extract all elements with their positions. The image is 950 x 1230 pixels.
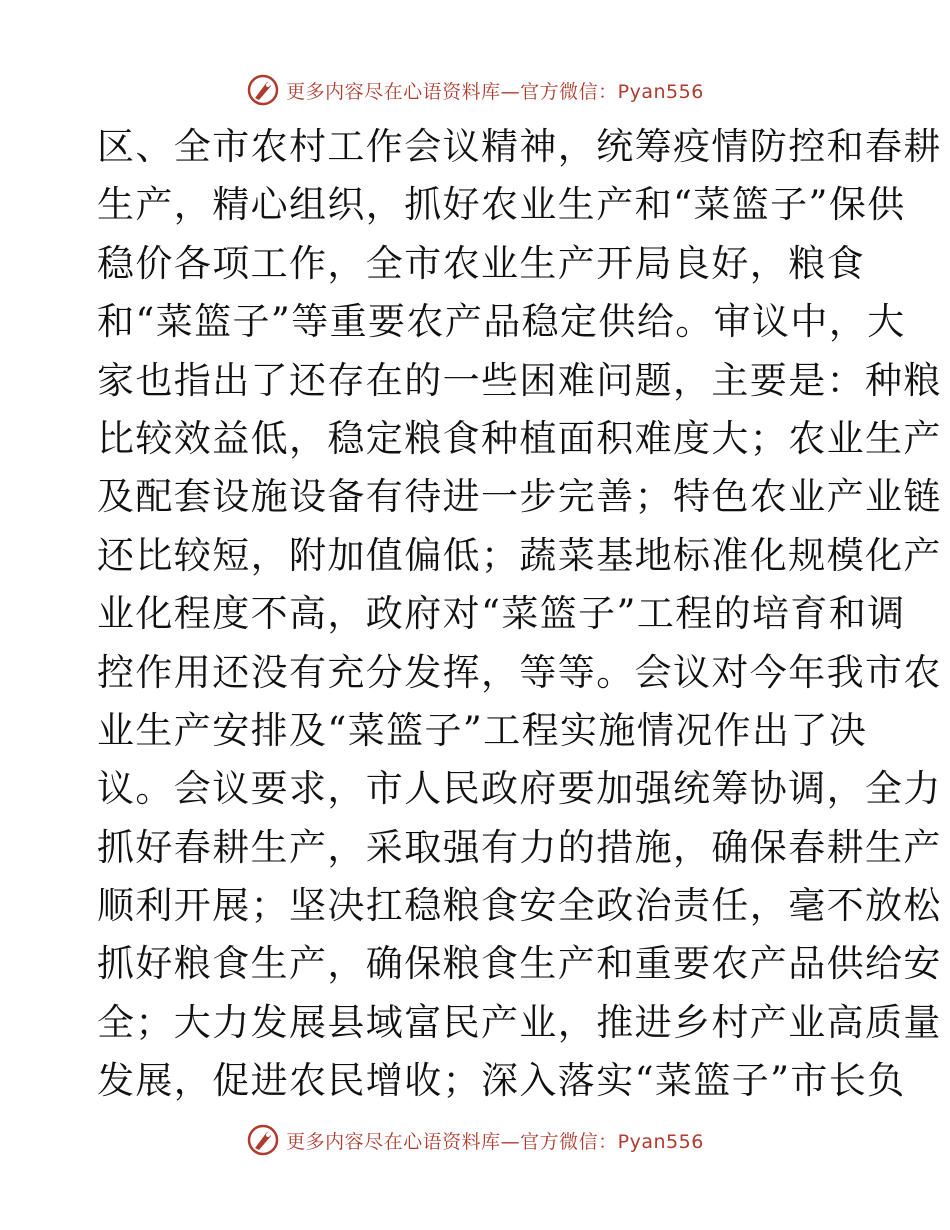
text-line: 稳价各项工作，全市农业生产开局良好，粮食	[97, 241, 865, 285]
document-body	[97, 118, 942, 1111]
text-line: 抓好粮食生产，确保粮食生产和重要农产品供给安	[97, 942, 942, 986]
text-line: 业生产安排及“菜篮子”工程实施情况作出了决	[97, 708, 868, 752]
text-line: 全；大力发展县域富民产业，推进乡村产业高质量	[97, 1000, 942, 1044]
watermark-text: 更多内容尽在心语资料库—官方微信：Pyan556	[286, 1130, 704, 1153]
pen-nib-logo-icon	[246, 1123, 280, 1157]
text-line: 及配套设施设备有待进一步完善；特色农业产业链	[97, 475, 942, 519]
text-line: 家也指出了还存在的一些困难问题，主要是：种粮	[97, 358, 942, 402]
text-line: 比较效益低，稳定粮食种植面积难度大；农业生产	[97, 416, 942, 460]
text-line: 议。会议要求，市人民政府要加强统筹协调，全力	[97, 767, 942, 811]
text-line: 区、全市农村工作会议精神，统筹疫情防控和春耕	[97, 125, 942, 168]
watermark-text: 更多内容尽在心语资料库—官方微信：Pyan556	[286, 80, 704, 103]
text-line: 顺利开展；坚决扛稳粮食安全政治责任，毫不放松	[97, 884, 942, 928]
text-line: 抓好春耕生产，采取强有力的措施，确保春耕生产	[97, 825, 942, 869]
text-line: 还比较短，附加值偏低；蔬菜基地标准化规模化产	[97, 533, 942, 577]
text-line: 生产，精心组织，抓好农业生产和“菜篮子”保供	[97, 183, 906, 227]
text-line: 业化程度不高，政府对“菜篮子”工程的培育和调	[97, 592, 906, 636]
footer-watermark	[0, 1120, 950, 1160]
pen-nib-logo-icon	[246, 73, 280, 107]
text-line: 控作用还没有充分发挥，等等。会议对今年我市农	[97, 650, 942, 694]
text-line: 发展，促进农民增收；深入落实“菜篮子”市长负	[97, 1059, 906, 1103]
text-line: 和“菜篮子”等重要农产品稳定供给。审议中，大	[97, 300, 906, 344]
header-watermark	[0, 70, 950, 110]
